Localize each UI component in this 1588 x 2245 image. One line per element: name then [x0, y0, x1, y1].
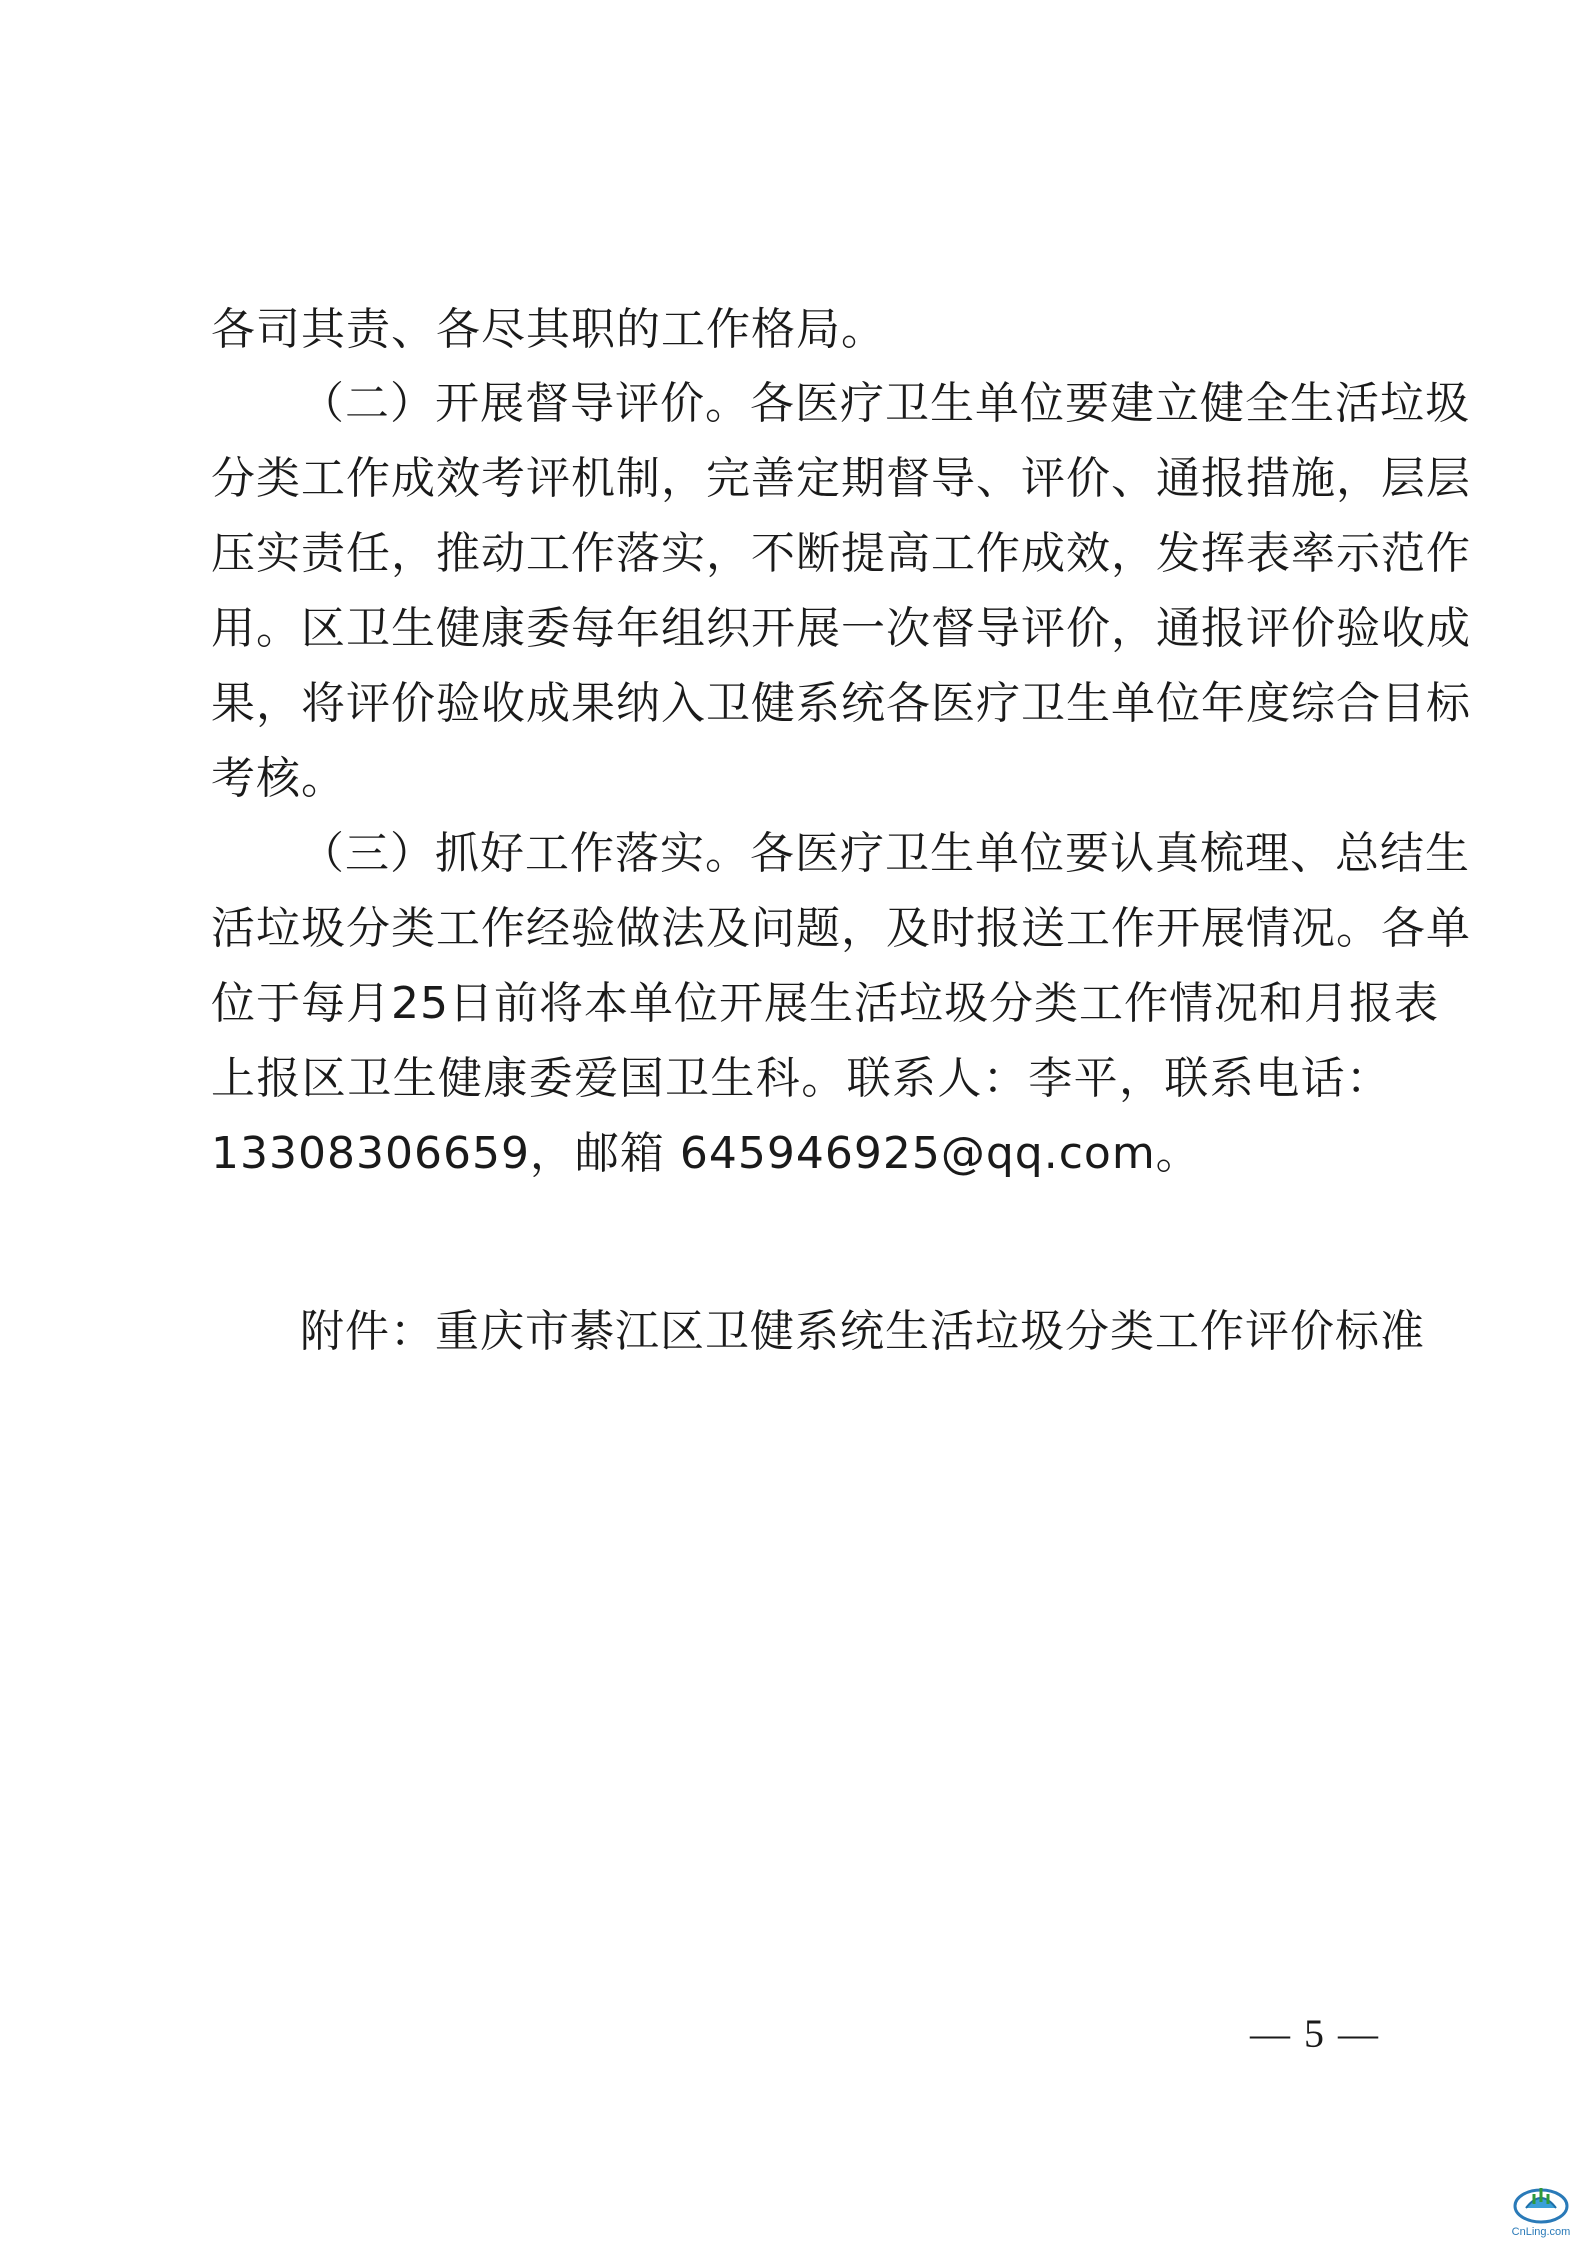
paragraph-line: 压实责任，推动工作落实，不断提高工作成效，发挥表率示范作: [211, 528, 1471, 579]
page-number: — 5 —: [1250, 2011, 1380, 2056]
watermark-logo-icon: [1500, 2180, 1582, 2240]
paragraph-line: 活垃圾分类工作经验做法及问题，及时报送工作开展情况。各单: [211, 903, 1471, 954]
paragraph-line: 上报区卫生健康委爱国卫生科。联系人：李平，联系电话：: [211, 1053, 1391, 1104]
paragraph-line: 用。区卫生健康委每年组织开展一次督导评价，通报评价验收成: [211, 603, 1471, 654]
paragraph-line: 果，将评价验收成果纳入卫健系统各医疗卫生单位年度综合目标: [211, 678, 1471, 729]
attachment-line: 附件：重庆市綦江区卫健系统生活垃圾分类工作评价标准: [300, 1306, 1425, 1357]
paragraph-line: （二）开展督导评价。各医疗卫生单位要建立健全生活垃圾: [300, 378, 1470, 429]
paragraph-line: 位于每月25日前将本单位开展生活垃圾分类工作情况和月报表: [211, 978, 1439, 1029]
paragraph-line: 各司其责、各尽其职的工作格局。: [211, 304, 886, 355]
paragraph-line: 考核。: [211, 753, 346, 804]
watermark-text: CnLing.com: [1511, 2226, 1571, 2238]
paragraph-line: 13308306659，邮箱 645946925@qq.com。: [211, 1128, 1201, 1179]
paragraph-line: 分类工作成效考评机制，完善定期督导、评价、通报措施，层层: [211, 453, 1471, 504]
paragraph-line: （三）抓好工作落实。各医疗卫生单位要认真梳理、总结生: [300, 828, 1470, 879]
